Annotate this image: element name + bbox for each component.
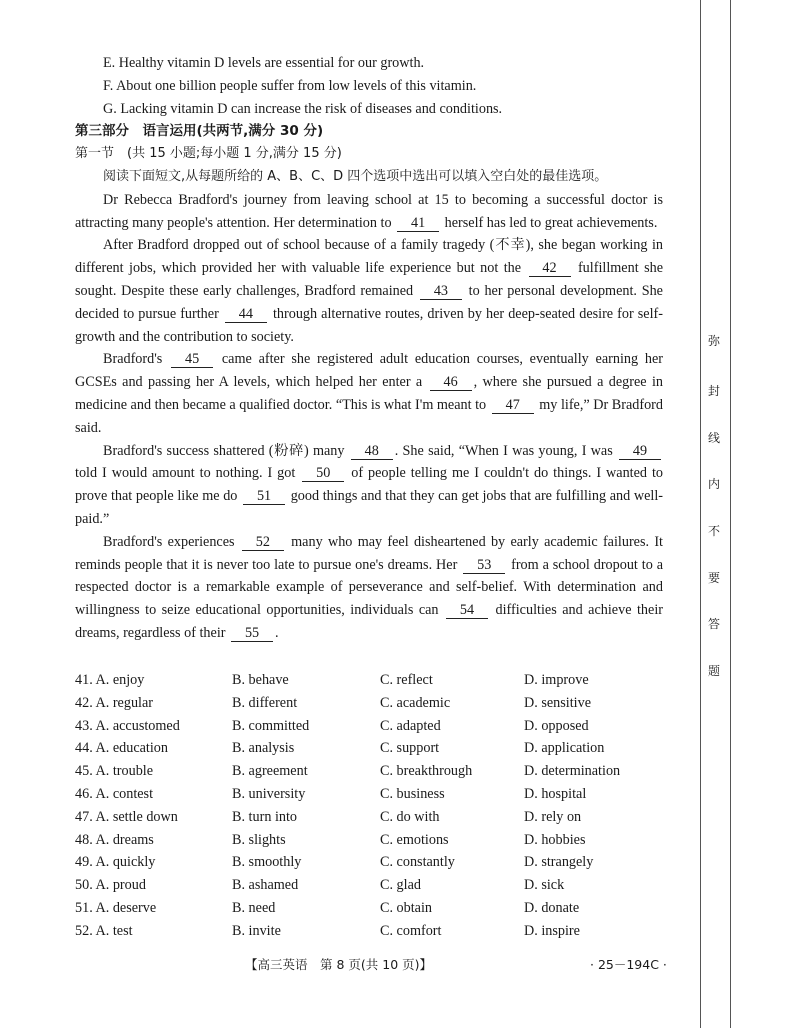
answer-blank: 46 xyxy=(430,374,472,391)
passage-text: fulfillment she sought. Despite these early challenges, Bradford remained xyxy=(75,260,663,299)
answer-option: 44. A. education xyxy=(75,740,168,757)
passage-text: difficulties and achieve their dreams, regardless of their xyxy=(75,602,663,641)
seal-char: 不 xyxy=(708,524,721,538)
question-row xyxy=(75,760,665,783)
passage-text: After Bradford dropped out of school because of a family tragedy (不幸), she began working in different jobs, which provided her with valuable life experience but not the xyxy=(75,237,663,277)
answer-option: D. application xyxy=(524,740,605,757)
passage-text: herself has led to great achievements. xyxy=(441,214,658,231)
answer-blank: 43 xyxy=(420,283,462,300)
answer-blank: 49 xyxy=(619,443,661,460)
answer-option: 49. A. quickly xyxy=(75,854,156,871)
question-row xyxy=(75,851,665,874)
answer-option: B. university xyxy=(232,785,306,802)
answer-blank: 52 xyxy=(242,534,284,551)
answer-blank: 44 xyxy=(225,306,267,323)
answer-option: D. inspire xyxy=(524,922,580,939)
answer-blank: 50 xyxy=(302,465,344,482)
answer-blank: 45 xyxy=(171,351,213,368)
answer-option: C. constantly xyxy=(380,854,455,871)
section-title: 第三部分 语言运用(共两节,满分 30 分) xyxy=(75,123,324,140)
answer-option: 46. A. contest xyxy=(75,785,154,802)
option-e: E. Healthy vitamin D levels are essential for our growth. xyxy=(103,55,425,71)
answer-option: 45. A. trouble xyxy=(75,763,154,780)
answer-option: D. opposed xyxy=(524,717,589,734)
answer-option: B. agreement xyxy=(232,763,308,780)
answer-option: C. comfort xyxy=(380,922,442,939)
answer-option: C. adapted xyxy=(380,717,441,734)
answer-option: B. invite xyxy=(232,922,281,939)
answer-option: 41. A. enjoy xyxy=(75,672,145,688)
answer-option: D. rely on xyxy=(524,808,582,825)
answer-option: D. sick xyxy=(524,877,565,894)
binding-line xyxy=(700,0,701,1028)
question-row xyxy=(75,737,665,760)
passage-text: good things and that they can get jobs that are fulfilling and well-paid.” xyxy=(75,488,663,527)
answer-option: C. reflect xyxy=(380,672,433,688)
answer-option: 42. A. regular xyxy=(75,694,154,711)
answer-option: C. breakthrough xyxy=(380,763,473,780)
option-f: F. About one billion people suffer from low levels of this vitamin. xyxy=(103,77,477,94)
answer-blank: 48 xyxy=(351,443,393,460)
answer-blank: 47 xyxy=(492,397,534,414)
paragraph xyxy=(75,234,663,348)
seal-char: 内 xyxy=(708,477,721,491)
answer-blank: 54 xyxy=(446,602,488,619)
answer-option: C. do with xyxy=(380,808,440,825)
answer-option: B. behave xyxy=(232,672,289,688)
instructions: 阅读下面短文,从每题所给的 A、B、C、D 四个选项中选出可以填入空白处的最佳选项。 xyxy=(103,168,608,184)
question-row xyxy=(75,806,665,829)
answer-blank: 41 xyxy=(397,215,439,232)
answer-option: B. smoothly xyxy=(232,854,302,871)
subsection-title: 第一节 (共 15 小题;每小题 1 分,满分 15 分) xyxy=(75,146,342,162)
answer-option: D. sensitive xyxy=(524,694,591,711)
answer-option: 48. A. dreams xyxy=(75,831,154,848)
passage-text: to her personal development. She decided to pursue further xyxy=(75,282,663,322)
seal-char: 要 xyxy=(708,571,721,585)
answer-option: 51. A. deserve xyxy=(75,899,157,916)
answer-option: D. hobbies xyxy=(524,831,586,848)
paragraph xyxy=(75,189,663,235)
paragraph xyxy=(75,531,663,645)
question-row xyxy=(75,829,665,852)
answer-option: C. obtain xyxy=(380,899,433,916)
answer-option: B. committed xyxy=(232,717,310,734)
answer-option: C. business xyxy=(380,785,445,802)
answer-blank: 51 xyxy=(243,488,285,505)
seal-char: 封 xyxy=(708,384,721,398)
answer-option: B. need xyxy=(232,899,276,916)
passage-text: told I would amount to nothing. I got xyxy=(75,465,301,482)
answer-option: 52. A. test xyxy=(75,922,133,939)
paragraph xyxy=(75,440,663,531)
answer-option: D. determination xyxy=(524,763,621,780)
answer-option: D. hospital xyxy=(524,785,587,802)
answer-option: C. academic xyxy=(380,694,451,711)
option-g: G. Lacking vitamin D can increase the risk of diseases and conditions. xyxy=(103,100,503,117)
passage-text: Bradford's success shattered (粉碎) many xyxy=(103,442,349,459)
answer-option: B. different xyxy=(232,694,298,711)
question-row xyxy=(75,692,665,715)
question-row xyxy=(75,669,665,692)
answer-option: 47. A. settle down xyxy=(75,808,178,825)
answer-option: C. glad xyxy=(380,877,421,894)
seal-char: 弥 xyxy=(708,334,721,348)
passage-text: Bradford's xyxy=(103,351,170,368)
question-row xyxy=(75,897,665,920)
passage-text: . xyxy=(275,624,279,641)
question-row xyxy=(75,920,665,943)
answer-option: B. slights xyxy=(232,831,286,848)
answer-option: C. support xyxy=(380,740,440,757)
page-footer: 【高三英语 第 8 页(共 10 页)】 xyxy=(245,957,433,972)
answer-option: D. improve xyxy=(524,672,589,688)
answer-option: D. donate xyxy=(524,899,580,916)
binding-line xyxy=(730,0,731,1028)
question-row xyxy=(75,874,665,897)
question-row xyxy=(75,783,665,806)
paper-code: · 25－194C · xyxy=(590,957,667,972)
seal-char: 题 xyxy=(708,664,721,678)
passage-text: came after she registered adult education courses, eventually earning her GCSEs and passing her A levels, which helped her enter a xyxy=(75,351,663,391)
answer-option: B. turn into xyxy=(232,808,298,825)
answer-option: B. analysis xyxy=(232,740,295,757)
passage-text: Bradford's experiences xyxy=(103,533,240,550)
passage-text: . She said, “When I was young, I was xyxy=(394,442,617,459)
seal-char: 答 xyxy=(708,617,721,631)
answer-option: C. emotions xyxy=(380,831,449,848)
passage-text: Dr Rebecca Bradford's journey from leaving school at 15 to becoming a successful doctor is attracting many people's attention. Her determination to xyxy=(75,191,663,231)
answer-option: B. ashamed xyxy=(232,877,299,894)
answer-option: 50. A. proud xyxy=(75,877,146,894)
passage-text: of people telling me I couldn't do things. I wanted to prove that people like me do xyxy=(75,465,663,505)
question-options xyxy=(75,669,665,943)
answer-option: D. strangely xyxy=(524,854,594,871)
seal-char: 线 xyxy=(708,431,721,445)
answer-blank: 53 xyxy=(463,557,505,574)
passage-text: many who may feel disheartened by early academic failures. It reminds people that it is never too late to pursue one's dreams. Her xyxy=(75,533,663,573)
answer-blank: 42 xyxy=(529,260,571,277)
question-row xyxy=(75,715,665,738)
answer-option: 43. A. accustomed xyxy=(75,717,180,734)
passage-text: my life,” Dr Bradford said. xyxy=(75,396,663,436)
passage-text: from a school dropout to a respected doctor is a remarkable example of perseverance and self-belief. With determination and willingness to seize educational opportunities, individuals can xyxy=(75,556,664,619)
passage-text: through alternative routes, driven by her deep-seated desire for self-growth and the contribution to society. xyxy=(75,305,664,345)
passage-text: , where she pursued a degree in medicine and then became a qualified doctor. “This is what I'm meant to xyxy=(75,374,664,413)
paragraph xyxy=(75,348,663,439)
exam-content xyxy=(75,52,663,645)
answer-blank: 55 xyxy=(231,625,273,642)
